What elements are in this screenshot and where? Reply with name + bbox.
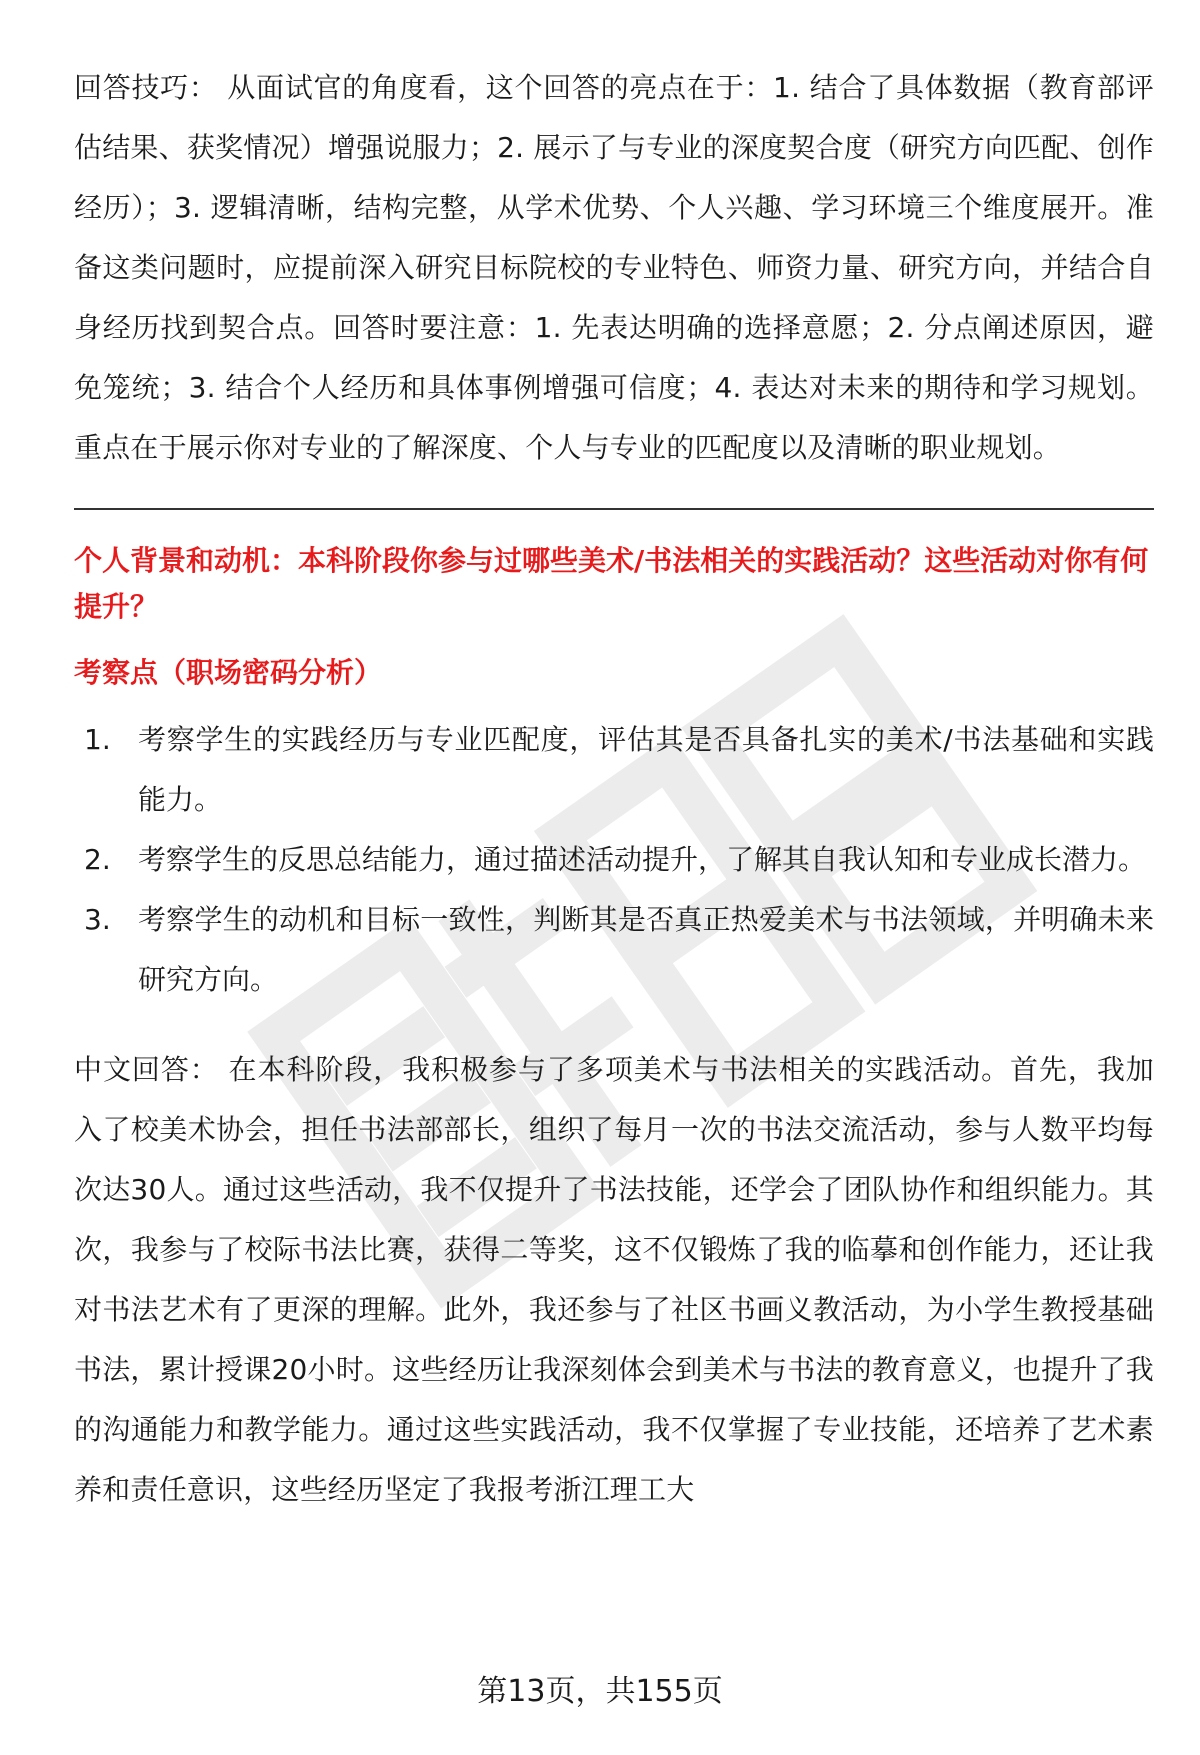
- answer-paragraph: [74, 1040, 1154, 1520]
- list-item-text: 考察学生的实践经历与专业匹配度，评估其是否具备扎实的美术/书法基础和实践能力。: [138, 723, 1154, 816]
- tips-text: 从面试官的角度看，这个回答的亮点在于：1. 结合了具体数据（教育部评估结果、获奖情况）增强说服力；2. 展示了与专业的深度契合度（研究方向匹配、创作经历）；3. 逻辑清晰，结构完整，从学术优势、个人兴趣、学习环境三个维度展开。准备这类问题时，应提前深入研究目标院校的专业特色、师资力量、研究方向，并结合自身经历找到契合点。回答时要注意：1. 先表达明确的选择意愿；2. 分点阐述原因，避免笼统；3. 结合个人经历和具体事例增强可信度；4. 表达对未来的期待和学习规划。重点在于展示你对专业的了解深度、个人与专业的匹配度以及清晰的职业规划。: [74, 71, 1154, 464]
- page-number-footer: 第13页，共155页: [477, 1674, 723, 1709]
- list-item-number: 1.: [84, 723, 111, 756]
- tips-label: 回答技巧：: [74, 71, 218, 104]
- list-item-number: 3.: [84, 903, 111, 936]
- document-page: [74, 58, 1154, 1520]
- list-item: [74, 890, 1154, 1010]
- answer-label: 中文回答：: [74, 1053, 219, 1086]
- exam-points-heading: 考察点（职场密码分析）: [74, 656, 383, 689]
- list-item-number: 2.: [84, 843, 111, 876]
- list-item: [74, 710, 1154, 830]
- answer-text: 在本科阶段，我积极参与了多项美术与书法相关的实践活动。首先，我加入了校美术协会，担任书法部部长，组织了每月一次的书法交流活动，参与人数平均每次达30人。通过这些活动，我不仅提升了书法技能，还学会了团队协作和组织能力。其次，我参与了校际书法比赛，获得二等奖，这不仅锻炼了我的临摹和创作能力，还让我对书法艺术有了更深的理解。此外，我还参与了社区书画义教活动，为小学生教授基础书法，累计授课20小时。这些经历让我深刻体会到美术与书法的教育意义，也提升了我的沟通能力和教学能力。通过这些实践活动，我不仅掌握了专业技能，还培养了艺术素养和责任意识，这些经历坚定了我报考浙江理工大: [74, 1053, 1154, 1506]
- list-item-text: 考察学生的动机和目标一致性，判断其是否真正热爱美术与书法领域，并明确未来研究方向。: [138, 903, 1154, 996]
- question-heading: 个人背景和动机：本科阶段你参与过哪些美术/书法相关的实践活动？这些活动对你有何提升？: [74, 544, 1149, 623]
- list-item-text: 考察学生的反思总结能力，通过描述活动提升，了解其自我认知和专业成长潜力。: [138, 843, 1147, 876]
- exam-points-list: [74, 710, 1154, 1010]
- tips-paragraph: [74, 58, 1154, 478]
- list-item: [74, 830, 1154, 890]
- section-divider: [74, 508, 1154, 510]
